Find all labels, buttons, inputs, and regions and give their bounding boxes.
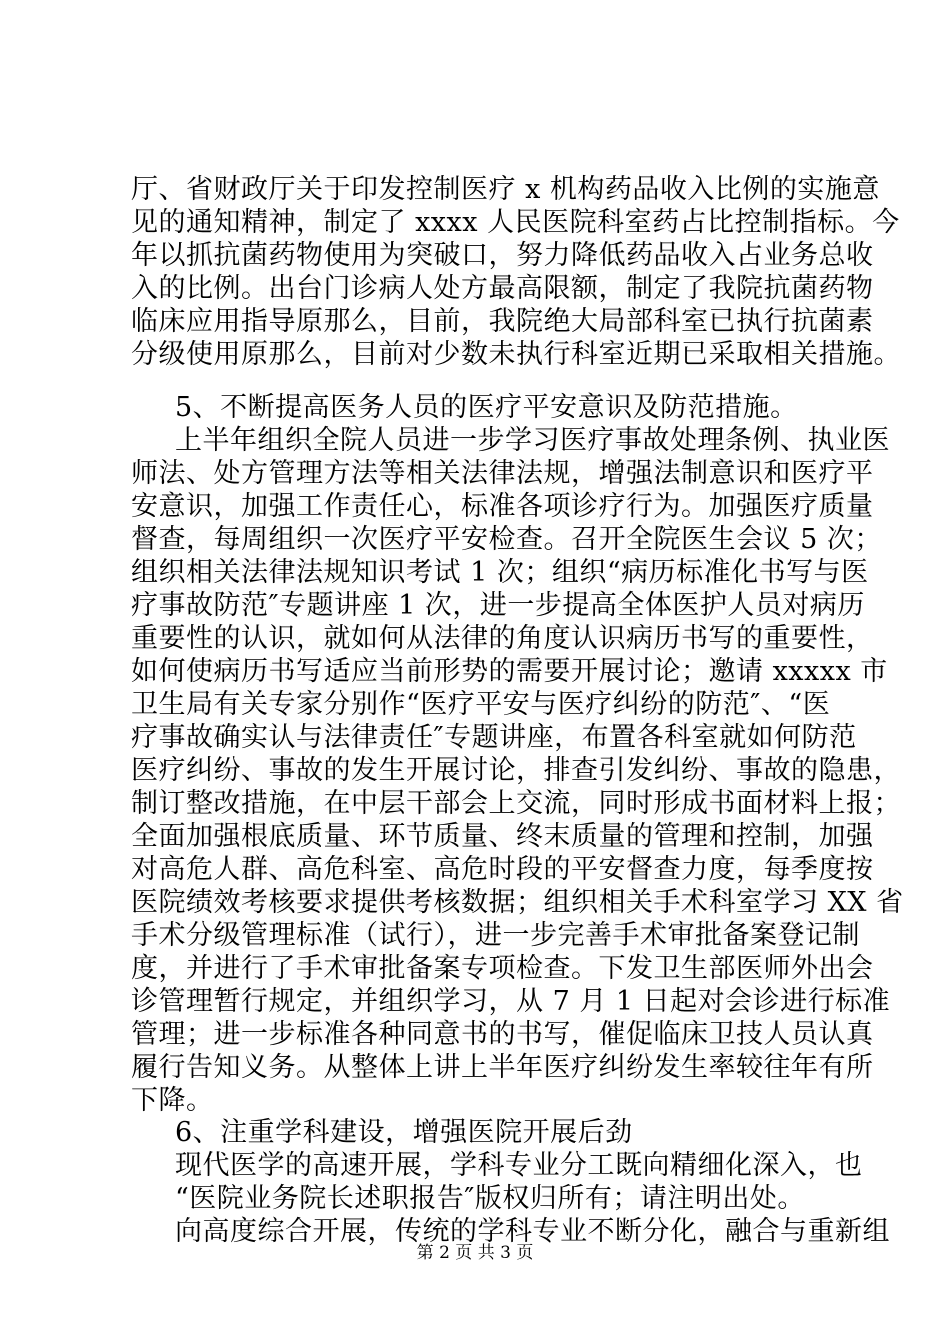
text-line: 疗事故确实认与法律责任″专题讲座，布置各科室就如何防范 [131, 722, 857, 753]
text-line: 如何使病历书写适应当前形势的需要开展讨论；邀请 xxxxx 市 [131, 656, 888, 687]
text-line: 全面加强根底质量、环节质量、终末质量的管理和控制，加强 [131, 821, 874, 852]
text-line: 厅、省财政厅关于印发控制医疗 x 机构药品收入比例的实施意 [131, 174, 880, 205]
text-line: 履行告知义务。从整体上讲上半年医疗纠纷发生率较往年有所 [131, 1052, 874, 1083]
text-line: 度，并进行了手术审批备案专项检查。下发卫生部医师外出会 [131, 953, 874, 984]
text-line: 重要性的认识，就如何从法律的角度认识病历书写的重要性， [131, 623, 874, 654]
text-line: 安意识，加强工作责任心，标准各项诊疗行为。加强医疗质量 [131, 491, 874, 522]
copyright-notice: “医院业务院长述职报告″版权归所有；请注明出处。 [175, 1183, 805, 1214]
text-line: 管理；进一步标准各种同意书的书写，催促临床卫技人员认真 [131, 1019, 874, 1050]
text-line: 督查，每周组织一次医疗平安检查。召开全院医生会议 5 次； [131, 524, 882, 555]
text-line: 向高度综合开展，传统的学科专业不断分化，融合与重新组 [175, 1216, 890, 1247]
text-line: 临床应用指导原那么，目前，我院绝大局部科室已执行抗菌素 [131, 306, 874, 337]
text-line: 对高危人群、高危科室、高危时段的平安督查力度，每季度按 [131, 854, 874, 885]
text-line: 见的通知精神，制定了 xxxx 人民医院科室药占比控制指标。今 [131, 207, 900, 238]
text-line: 手术分级管理标准（试行），进一步完善手术审批备案登记制 [131, 920, 860, 951]
text-line: 诊管理暂行规定，并组织学习，从 7 月 1 日起对会诊进行标准 [131, 986, 891, 1017]
text-line: 分级使用原那么，目前对少数未执行科室近期已采取相关措施。 [131, 339, 901, 370]
text-line: 年以抓抗菌药物使用为突破口，努力降低药品收入占业务总收 [131, 240, 874, 271]
text-line: 下降。 [131, 1085, 214, 1116]
section-heading-6: 6、注重学科建设，增强医院开展后劲 [175, 1117, 633, 1148]
text-line: 疗事故防范″专题讲座 1 次，进一步提高全体医护人员对病历 [131, 590, 865, 621]
text-line: 组织相关法律法规知识考试 1 次；组织“病历标准化书写与医 [131, 557, 869, 588]
text-line: 上半年组织全院人员进一步学习医疗事故处理条例、执业医 [175, 425, 890, 456]
text-line: 医院绩效考核要求提供考核数据；组织相关手术科室学习 XX 省 [131, 887, 904, 918]
text-line: 制订整改措施，在中层干部会上交流，同时形成书面材料上报； [131, 788, 901, 819]
text-line: 现代医学的高速开展，学科专业分工既向精细化深入，也 [175, 1150, 863, 1181]
text-line: 师法、处方管理方法等相关法律法规，增强法制意识和医疗平 [131, 458, 874, 489]
text-line: 医疗纠纷、事故的发生开展讨论，排查引发纠纷、事故的隐患， [131, 755, 901, 786]
section-heading-5: 5、不断提高医务人员的医疗平安意识及防范措施。 [175, 392, 798, 423]
page-number-footer: 第 2 页 共 3 页 [416, 1243, 534, 1263]
text-line: 入的比例。出台门诊病人处方最高限额，制定了我院抗菌药物 [131, 273, 874, 304]
text-line: 卫生局有关专家分别作“医疗平安与医疗纠纷的防范″、“医 [131, 689, 831, 720]
